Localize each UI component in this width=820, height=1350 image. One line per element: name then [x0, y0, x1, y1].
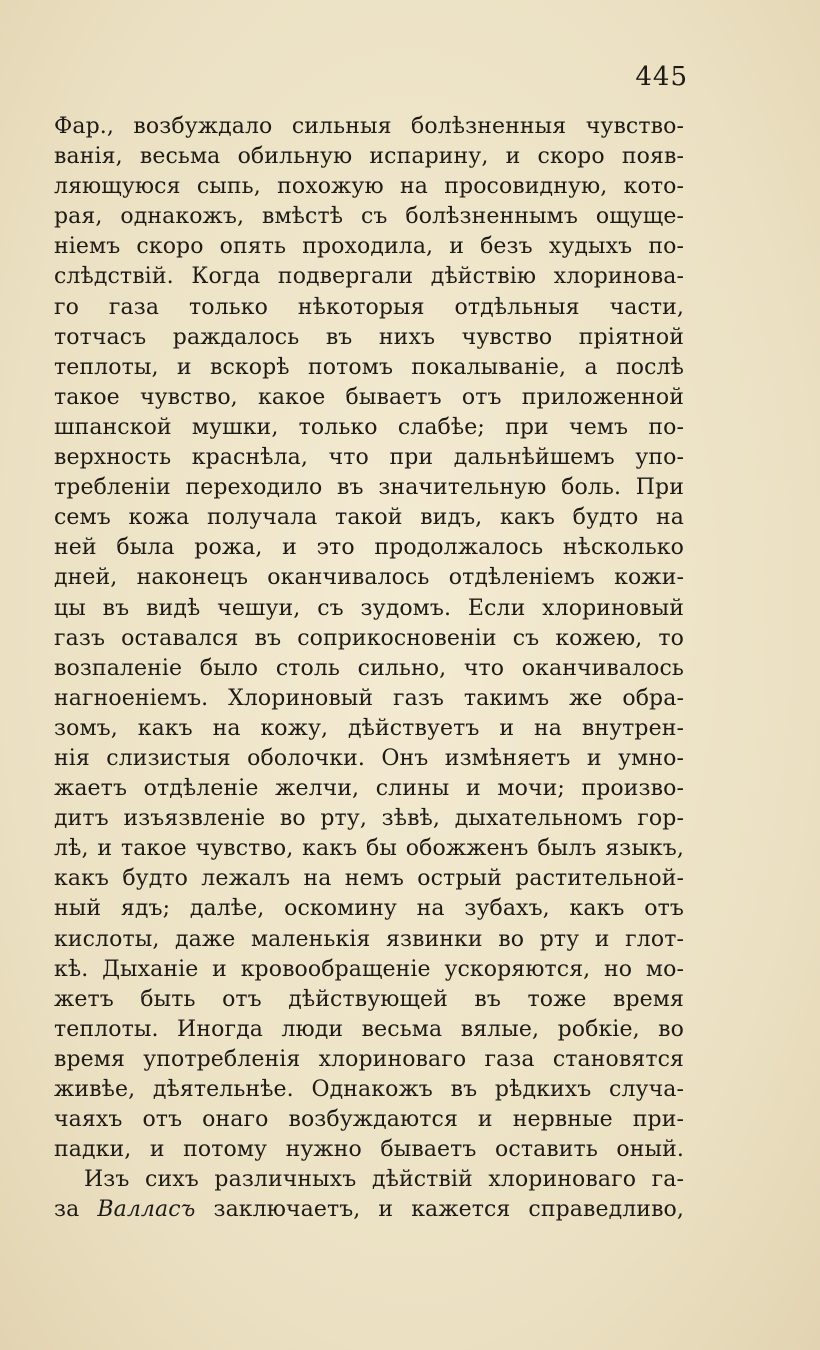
- text-line: кислоты, даже маленькія язвинки во рту и глот-: [54, 926, 684, 952]
- text-line: такое чувство, какое бываетъ отъ приложенной: [54, 384, 684, 410]
- text-line: Изъ сихъ различныхъ дѣйствій хлориноваго га-: [84, 1167, 684, 1193]
- text-line: шпанской мушки, только слабѣе; при чемъ по-: [54, 414, 684, 440]
- text-line: тотчасъ раждалось въ нихъ чувство пріятной: [54, 324, 684, 350]
- text-line: ный ядъ; далѣе, оскомину на зубахъ, какъ отъ: [54, 896, 684, 922]
- text-line: жетъ быть отъ дѣйствующей въ тоже время: [54, 986, 684, 1012]
- text-line: какъ будто лежалъ на немъ острый растительной-: [54, 866, 684, 892]
- text-line: зомъ, какъ на кожу, дѣйствуетъ и на внутрен-: [54, 715, 684, 741]
- text-line: нагноеніемъ. Хлориновый газъ такимъ же обра-: [54, 685, 684, 711]
- author-name: Валласъ: [97, 1197, 196, 1223]
- text-line: семъ кожа получала такой видъ, какъ будто на: [54, 505, 684, 531]
- text-line: требленіи переходило въ значительную боль. При: [54, 475, 684, 501]
- page-number: 445: [635, 62, 688, 92]
- text-line: ванія, весьма обильную испарину, и скоро появ-: [54, 144, 684, 170]
- text-line: Фар., возбуждало сильныя болѣзненныя чувство-: [54, 114, 684, 139]
- text-line-final: [54, 1195, 684, 1225]
- text-line: газъ оставался въ соприкосновеніи съ кожею, то: [54, 625, 684, 651]
- text-line: го газа только нѣкоторыя отдѣльныя части,: [54, 294, 684, 320]
- text-line: время употребленія хлориноваго газа становятся: [54, 1046, 684, 1072]
- text-line: дней, наконецъ оканчивалось отдѣленіемъ кожи-: [54, 565, 684, 591]
- text-line: возпаленіе было столь сильно, что оканчивалось: [54, 655, 684, 681]
- text-line: теплоты, и вскорѣ потомъ покалываніе, а послѣ: [54, 354, 684, 380]
- text-line: цы въ видѣ чешуи, съ зудомъ. Если хлориновый: [54, 595, 684, 621]
- text-line: дитъ изъязвленіе во рту, зѣвѣ, дыхательномъ гор-: [54, 806, 684, 832]
- text-line: живѣе, дѣятельнѣе. Однакожъ въ рѣдкихъ случа-: [54, 1077, 684, 1102]
- text-line: ней была рожа, и это продолжалось нѣсколько: [54, 535, 684, 561]
- text-line: верхность краснѣла, что при дальнѣйшемъ упо-: [54, 445, 684, 471]
- text-line: лѣ, и такое чувство, какъ бы обожженъ былъ языкъ,: [54, 836, 684, 862]
- text-line: падки, и потому нужно бываетъ оставить оный.: [54, 1137, 684, 1163]
- text-line: теплоты. Иногда люди весьма вялые, робкіе, во: [54, 1016, 684, 1042]
- text-segment: за: [54, 1197, 80, 1223]
- text-line: рая, однакожъ, вмѣстѣ съ болѣзненнымъ ощуще-: [54, 204, 684, 230]
- text-segment: заключаетъ, и кажется справедливо,: [213, 1197, 684, 1223]
- text-line: ніемъ скоро опять проходила, и безъ худыхъ по-: [54, 234, 684, 260]
- body-text: [54, 112, 684, 1225]
- text-line: ляющуюся сыпь, похожую на просовидную, кото-: [54, 174, 684, 200]
- text-line: нія слизистыя оболочки. Онъ измѣняетъ и умно-: [54, 745, 684, 771]
- text-line: слѣдствій. Когда подвергали дѣйствію хлоринова-: [54, 264, 684, 290]
- text-line: кѣ. Дыханіе и кровообращеніе ускоряются, но мо-: [54, 956, 684, 982]
- text-line: чаяхъ отъ онаго возбуждаются и нервные при-: [54, 1107, 684, 1133]
- text-line: жаетъ отдѣленіе желчи, слины и мочи; произво-: [54, 776, 684, 802]
